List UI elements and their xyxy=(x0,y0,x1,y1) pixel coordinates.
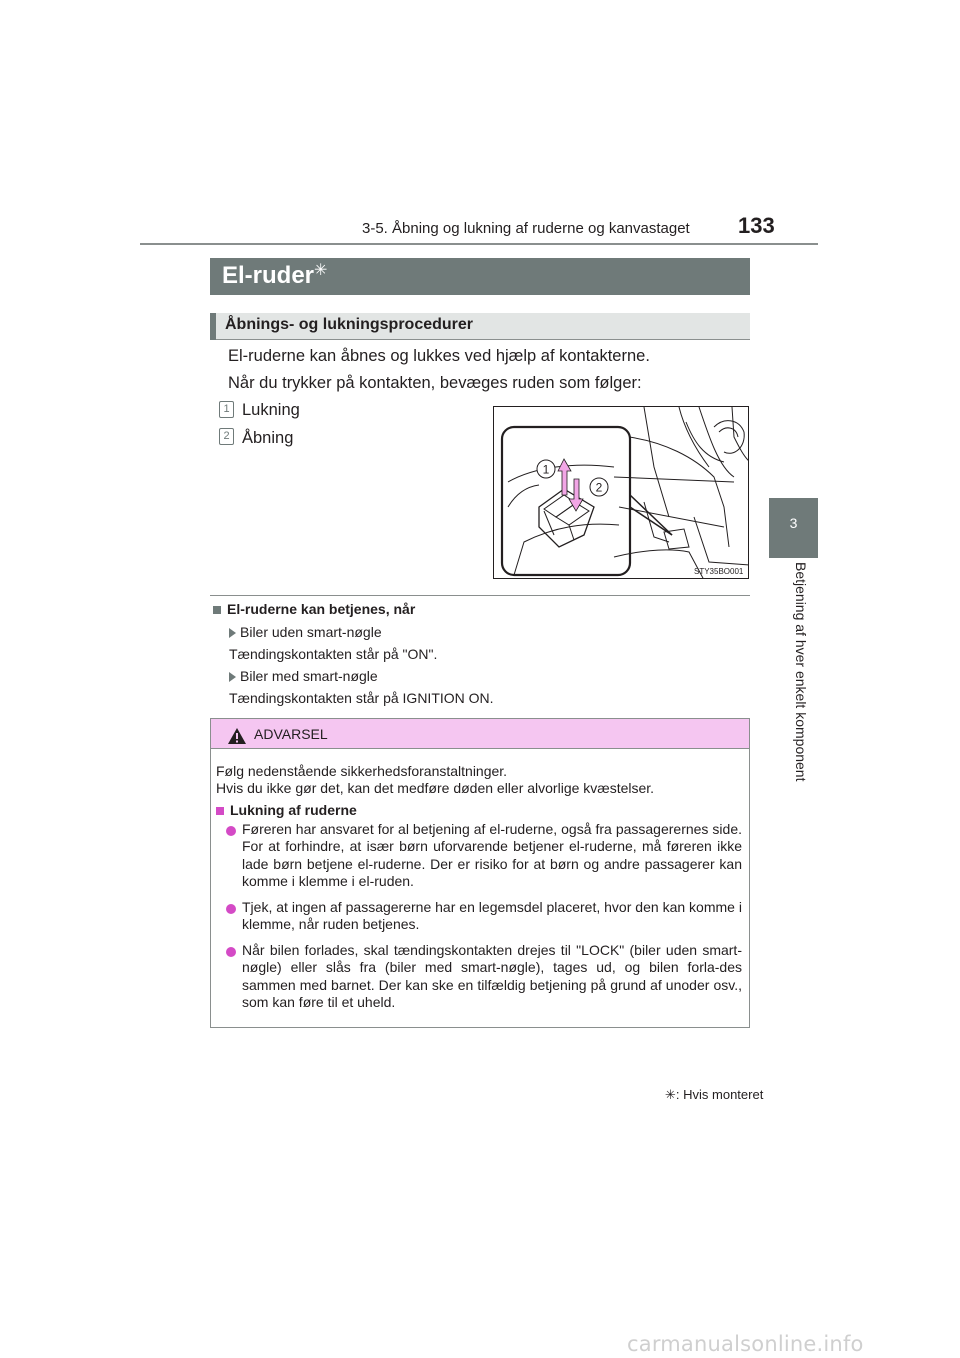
bullet-dot-icon xyxy=(226,826,236,836)
condition-bullet-text: Biler med smart-nøgle xyxy=(240,668,378,684)
page-title xyxy=(222,262,327,290)
number-badge: 2 xyxy=(219,428,234,445)
step-label: Lukning xyxy=(242,401,300,419)
callout-1: 1 xyxy=(542,462,550,477)
square-bullet-icon xyxy=(216,807,224,815)
optional-mark: ✳ xyxy=(314,262,328,279)
warning-subheading-text: Lukning af ruderne xyxy=(230,802,357,818)
warning-item: Når bilen forlades, skal tændingskontakten drejes til "LOCK" (biler uden smart-nøgle) eller slås fra (biler med smart-nøgle), tages ud, og bilen forla-des sammen med barnet. Der kan ske en tilfældig betjening på grund af unoder osv., som kan føre til et uheld. xyxy=(242,942,742,1010)
condition-text: Tændingskontakten står på IGNITION ON. xyxy=(229,690,494,706)
callout-2: 2 xyxy=(595,480,603,495)
bullet-dot-icon xyxy=(226,904,236,914)
conditions-heading-text: El-ruderne kan betjenes, når xyxy=(227,601,416,617)
subheader-accent xyxy=(210,313,216,340)
warning-item: Føreren har ansvaret for al betjening af el-ruderne, også fra passagerernes side. For at forhindre, at især børn uforvarende betjener el-ruderne, må føreren ikke lade børn betjene el-ruderne. Der er risiko for at børn og andre passagerer kan komme i klemme i el-ruden. xyxy=(242,821,742,889)
watermark: carmanualsonline.info xyxy=(627,1332,864,1356)
warning-intro xyxy=(216,763,654,797)
warning-subheading xyxy=(216,802,357,818)
section-title: 3-5. Åbning og lukning af ruderne og kanvastaget xyxy=(362,220,690,237)
warning-title: ADVARSEL xyxy=(254,726,328,742)
page-title-text: El-ruder xyxy=(222,262,315,289)
warning-icon xyxy=(227,727,247,750)
warning-item: Tjek, at ingen af passagererne har en legemsdel placeret, hvor den kan komme i klemme, når ruden betjenes. xyxy=(242,899,742,933)
warning-intro-line: Hvis du ikke gør det, kan det medføre døden eller alvorlige kvæstelser. xyxy=(216,780,655,796)
switch-drawing xyxy=(494,407,749,579)
step-label: Åbning xyxy=(242,429,294,447)
square-bullet-icon xyxy=(213,606,221,614)
condition-text: Tændingskontakten står på "ON". xyxy=(229,646,438,662)
condition-bullet xyxy=(229,668,378,684)
chapter-number: 3 xyxy=(789,515,798,531)
page-number: 133 xyxy=(738,213,775,238)
triangle-bullet-icon xyxy=(229,672,236,682)
triangle-bullet-icon xyxy=(229,628,236,638)
condition-bullet-text: Biler uden smart-nøgle xyxy=(240,624,382,640)
figure-code: STY35BO001 xyxy=(694,567,744,576)
intro-paragraph: El-ruderne kan åbnes og lukkes ved hjælp af kontakterne. xyxy=(228,347,650,365)
conditions-heading xyxy=(213,601,415,617)
chapter-title: Betjening af hver enkelt komponent xyxy=(793,562,809,782)
intro-paragraph: Når du trykker på kontakten, bevæges ruden som følger: xyxy=(228,374,642,392)
bullet-dot-icon xyxy=(226,947,236,957)
header-rule xyxy=(140,243,818,245)
footnote: ✳: Hvis monteret xyxy=(665,1087,764,1102)
window-switch-illustration xyxy=(493,406,749,579)
warning-intro-line: Følg nedenstående sikkerhedsforanstaltninger. xyxy=(216,763,508,779)
subheader-title: Åbnings- og lukningsprocedurer xyxy=(225,316,474,333)
section-rule xyxy=(210,595,750,596)
number-badge: 1 xyxy=(219,401,234,418)
condition-bullet xyxy=(229,624,382,640)
